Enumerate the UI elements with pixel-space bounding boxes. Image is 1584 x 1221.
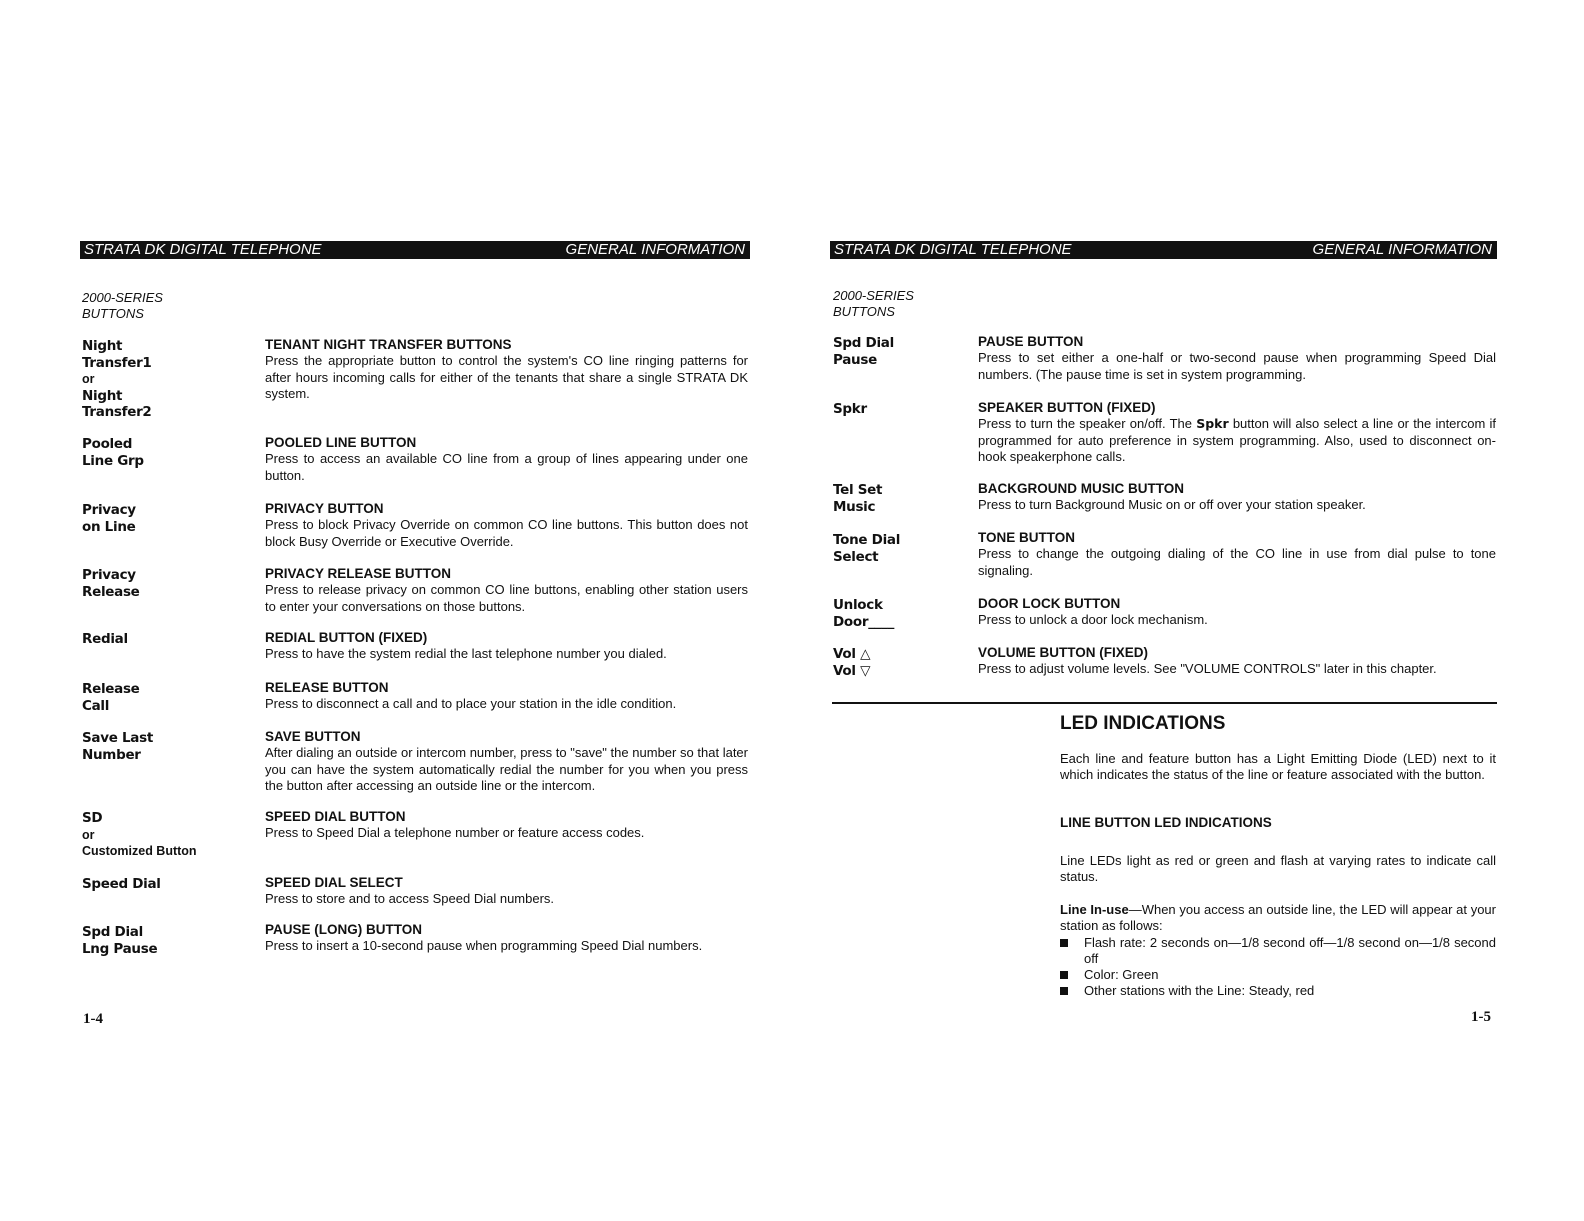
right-desc-door-lock: DOOR LOCK BUTTON Press to unlock a door lock mechanism. xyxy=(978,596,1208,628)
left-desc-save: SAVE BUTTON After dialing an outside or intercom number, press to "save" the number so that later you can have the system automatically redial the number for you when you press the button after accessing an outside line or the intercom. xyxy=(265,729,748,793)
right-desc-speaker: SPEAKER BUTTON (FIXED) Press to turn the speaker on/off. The Spkr button will also select a line or the intercom if programmed for auto preference in system programming. Also, used to disconnect on-hook speakerphone calls. xyxy=(978,400,1496,464)
right-label-tel-set-music: Tel Set Music xyxy=(833,482,883,515)
left-label-privacy-release: Privacy Release xyxy=(82,567,140,600)
right-header-title: STRATA DK DIGITAL TELEPHONE xyxy=(834,241,1072,258)
left-label-redial: Redial xyxy=(82,631,128,647)
bullet-color: Color: Green xyxy=(1060,967,1496,983)
line-button-led-title: LINE BUTTON LED INDICATIONS xyxy=(1060,815,1272,830)
left-label-speed-dial: Speed Dial xyxy=(82,876,161,892)
left-desc-tenant-night-transfer: TENANT NIGHT TRANSFER BUTTONS Press the appropriate button to control the system's CO line ringing patterns for after hours incoming calls for either of the tenants that share a single STRATA DK system. xyxy=(265,337,748,401)
left-desc-speed-dial-select: SPEED DIAL SELECT Press to store and to access Speed Dial numbers. xyxy=(265,875,555,907)
left-page-header xyxy=(80,241,750,259)
left-label-night-transfer: Night Transfer1 or Night Transfer2 xyxy=(82,338,152,420)
left-header-title: STRATA DK DIGITAL TELEPHONE xyxy=(84,241,322,258)
left-header-section: GENERAL INFORMATION xyxy=(565,241,745,258)
led-indications-title: LED INDICATIONS xyxy=(1060,713,1226,734)
left-series-heading: 2000-SERIES BUTTONS xyxy=(82,290,163,321)
left-label-spd-dial-lng-pause: Spd Dial Lng Pause xyxy=(82,924,158,957)
right-desc-tone: TONE BUTTON Press to change the outgoing dialing of the CO line in use from dial pulse to tone signaling. xyxy=(978,530,1496,578)
left-desc-privacy-release: PRIVACY RELEASE BUTTON Press to release privacy on common CO line buttons, enabling other station users to enter your conversations on those buttons. xyxy=(265,566,748,614)
left-desc-speed-dial: SPEED DIAL BUTTON Press to Speed Dial a telephone number or feature access codes. xyxy=(265,809,645,841)
right-desc-volume: VOLUME BUTTON (FIXED) Press to adjust volume levels. See "VOLUME CONTROLS" later in this chapter. xyxy=(978,645,1437,677)
left-desc-privacy: PRIVACY BUTTON Press to block Privacy Override on common CO line buttons. This button does not block Busy Override or Executive Override. xyxy=(265,501,748,549)
line-in-use-para: Line In-use—When you access an outside line, the LED will appear at your station as follows: xyxy=(1060,902,1496,934)
right-label-unlock-door: Unlock Door____ xyxy=(833,597,895,630)
left-label-release-call: Release Call xyxy=(82,681,140,714)
left-desc-redial: REDIAL BUTTON (FIXED) Press to have the system redial the last telephone number you dialed. xyxy=(265,630,667,662)
right-desc-background-music: BACKGROUND MUSIC BUTTON Press to turn Background Music on or off over your station speaker. xyxy=(978,481,1366,513)
left-desc-release: RELEASE BUTTON Press to disconnect a call and to place your station in the idle condition. xyxy=(265,680,677,712)
right-page-header xyxy=(830,241,1497,259)
led-indications-para: Each line and feature button has a Light Emitting Diode (LED) next to it which indicates the status of the line or feature associated with the button. xyxy=(1060,751,1496,783)
right-label-spkr: Spkr xyxy=(833,401,867,417)
left-desc-pooled-line: POOLED LINE BUTTON Press to access an available CO line from a group of lines appearing under one button. xyxy=(265,435,748,483)
bullet-flash-rate: Flash rate: 2 seconds on—1/8 second off—1/8 second on—1/8 second off xyxy=(1060,935,1496,968)
left-label-sd: SD or Customized Button xyxy=(82,810,197,858)
right-header-section: GENERAL INFORMATION xyxy=(1312,241,1492,258)
section-divider xyxy=(832,702,1497,704)
right-page-number: 1-5 xyxy=(1471,1009,1491,1025)
right-label-tone-dial-select: Tone Dial Select xyxy=(833,532,901,565)
right-desc-pause: PAUSE BUTTON Press to set either a one-half or two-second pause when programming Speed Dial numbers. (The pause time is set in system programming. xyxy=(978,334,1496,382)
left-label-save-last-number: Save Last Number xyxy=(82,730,153,763)
left-label-pooled-line: Pooled Line Grp xyxy=(82,436,144,469)
left-label-privacy-on-line: Privacy on Line xyxy=(82,502,136,535)
left-page-number: 1-4 xyxy=(83,1011,103,1027)
left-desc-pause-long: PAUSE (LONG) BUTTON Press to insert a 10-second pause when programming Speed Dial numbers. xyxy=(265,922,703,954)
right-series-heading: 2000-SERIES BUTTONS xyxy=(833,288,914,319)
line-led-para: Line LEDs light as red or green and flash at varying rates to indicate call status. xyxy=(1060,853,1496,885)
right-label-vol: Vol △ Vol ▽ xyxy=(833,646,871,679)
bullet-other-stations: Other stations with the Line: Steady, red xyxy=(1060,983,1496,999)
right-label-spd-dial-pause: Spd Dial Pause xyxy=(833,335,894,368)
